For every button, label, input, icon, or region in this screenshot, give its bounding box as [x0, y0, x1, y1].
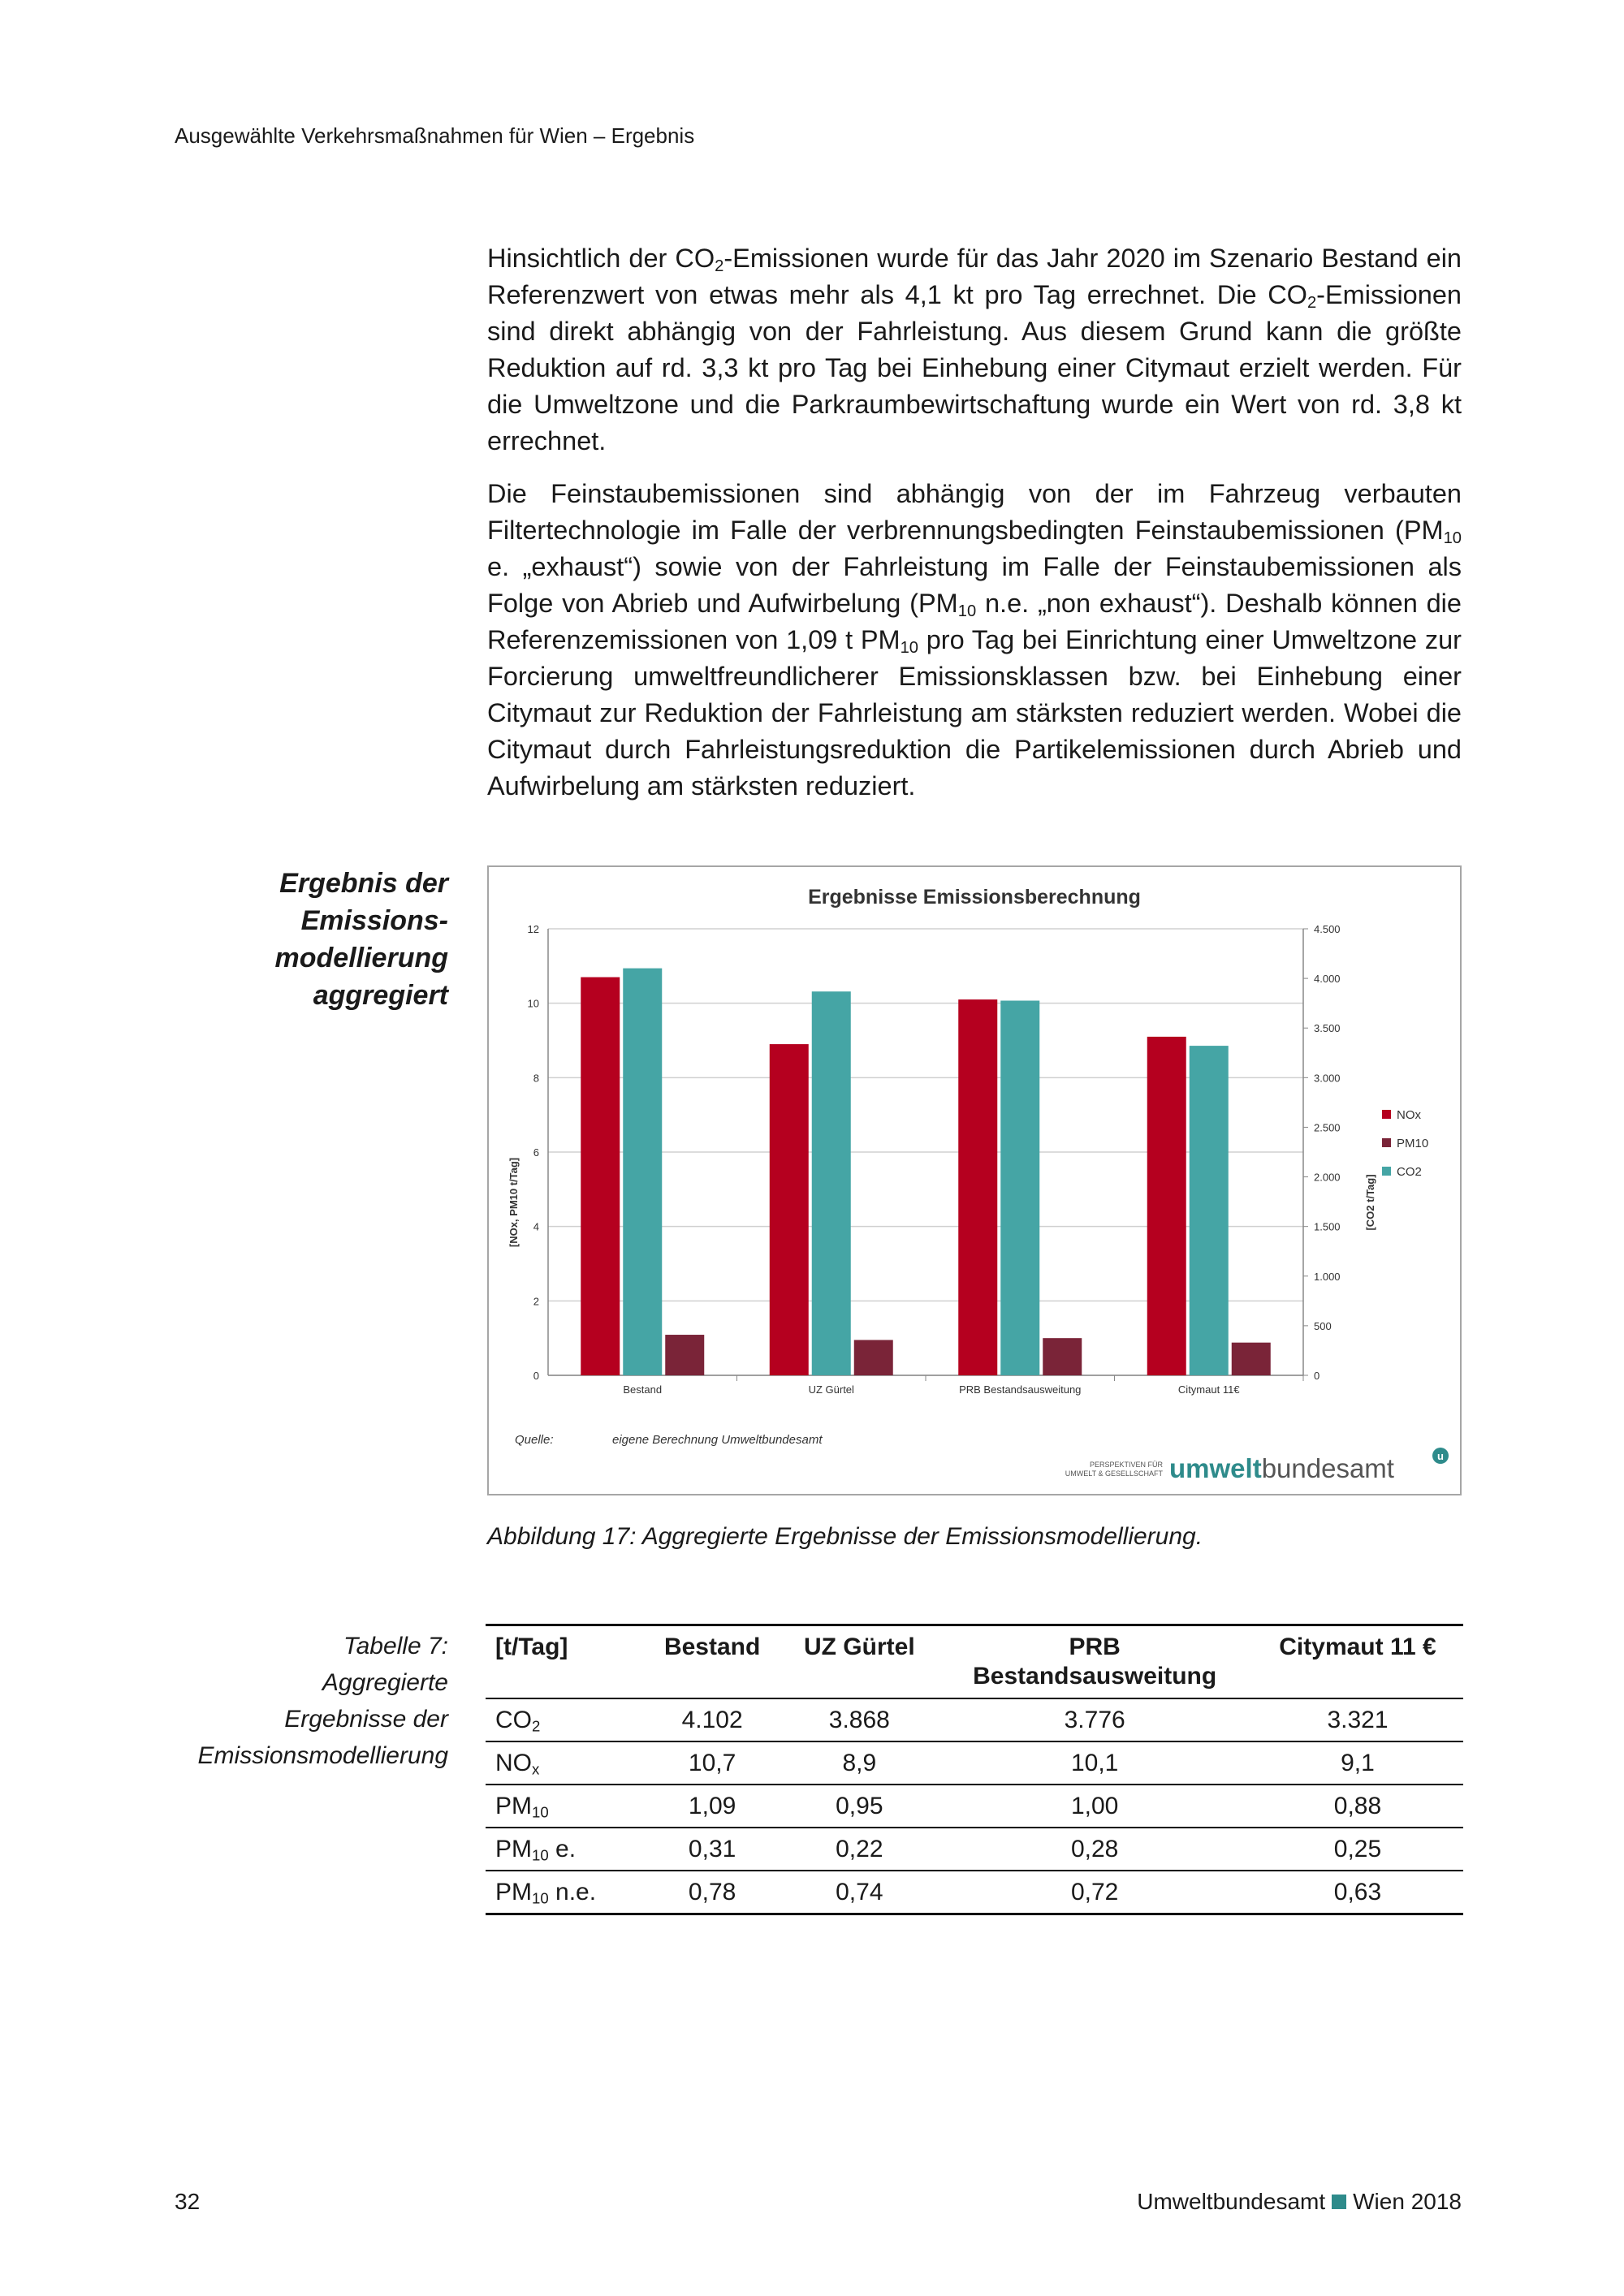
- y-tick-label: 4: [533, 1220, 539, 1233]
- table-row: [486, 1741, 1463, 1785]
- legend-swatch: [1382, 1167, 1391, 1176]
- body-text: [487, 240, 1462, 821]
- y2-tick-label: 2.500: [1314, 1121, 1341, 1134]
- row-label: $CO_2$: [486, 1698, 643, 1741]
- bar-pm10-0: [665, 1335, 704, 1375]
- bar-co2-2: [1000, 1000, 1039, 1375]
- y2-tick-label: 1.000: [1314, 1270, 1341, 1283]
- emissions-chart: [487, 865, 1462, 1495]
- table-cell: 0,72: [937, 1871, 1252, 1914]
- table-row: [486, 1785, 1463, 1828]
- legend-swatch: [1382, 1110, 1391, 1119]
- square-icon: [1332, 2195, 1346, 2209]
- results-table: [486, 1624, 1463, 1915]
- source-label: Quelle:: [515, 1433, 554, 1447]
- bar-nox-3: [1147, 1037, 1186, 1375]
- table-row: [486, 1828, 1463, 1871]
- y-tick-label: 2: [533, 1295, 539, 1308]
- figure-caption: Abbildung 17: Aggregierte Ergebnisse der Emissionsmodellierung.: [487, 1523, 1203, 1550]
- y2-tick-label: 3.500: [1314, 1022, 1341, 1035]
- legend-swatch: [1382, 1138, 1391, 1147]
- paragraph-pm10: Die Feinstaubemissionen sind abhängig von der im Fahrzeug verbauten Filtertechnologie im Falle der verbrennungsbedingten Feinstaubemissionen ($PM_{10}$ e. „exhaust“) sowie von der Fahrleistung im Falle der Feinstaubemissionen als Folge von Abrieb und Aufwirbelung ($PM_{10}$ n.e. „non exhaust“). Deshalb können die Referenzemissionen von 1,09 t $PM_{10}$ pro Tag bei Einrichtung einer Umweltzone zur Forcierung umweltfreundlicherer Emissionsklassen bzw. bei Einhebung einer Citymaut zur Reduktion der Fahrleistung am stärksten reduziert werden. Wobei die Citymaut durch Fahrleistungsreduktion die Partikelemissionen durch Abrieb und Aufwirbelung am stärksten reduziert.: [487, 479, 1462, 801]
- table-row: [486, 1698, 1463, 1741]
- header-prb: PRB Bestandsausweitung: [937, 1625, 1252, 1699]
- row-label: $NO_x$: [486, 1741, 643, 1785]
- table-cell: 0,22: [781, 1828, 937, 1871]
- y2-tick-label: 1.500: [1314, 1220, 1341, 1233]
- table-cell: 3.868: [781, 1698, 937, 1741]
- svg-text:u: u: [1437, 1450, 1444, 1462]
- table-cell: 4.102: [643, 1698, 781, 1741]
- page-number: 32: [175, 2189, 201, 2214]
- umweltbundesamt-logo: [1065, 1448, 1449, 1483]
- category-label: Citymaut 11€: [1177, 1383, 1240, 1396]
- table-cell: 0,78: [643, 1871, 781, 1914]
- table-cell: 9,1: [1252, 1741, 1463, 1785]
- chart-title: Ergebnisse Emissionsberechnung: [808, 886, 1141, 908]
- logo-tagline-1: PERSPEKTIVEN FÜR: [1089, 1461, 1163, 1469]
- y2-axis-label: [CO2 t/Tag]: [1364, 1174, 1376, 1231]
- running-header: Ausgewählte Verkehrsmaßnahmen für Wien – Ergebnis: [175, 123, 695, 148]
- table-cell: 3.776: [937, 1698, 1252, 1741]
- table-cell: 3.321: [1252, 1698, 1463, 1741]
- y-tick-label: 10: [527, 997, 539, 1010]
- header-citymaut: Citymaut 11 €: [1252, 1625, 1463, 1699]
- y2-tick-label: 4.500: [1314, 923, 1341, 935]
- bar-co2-1: [812, 991, 851, 1375]
- legend-label: NOx: [1397, 1108, 1421, 1122]
- chart-canvas: [489, 867, 1460, 1494]
- y-tick-label: 8: [533, 1072, 539, 1085]
- header-unit: [t/Tag]: [486, 1625, 643, 1699]
- chart-legend: [1382, 1108, 1428, 1179]
- category-label: PRB Bestandsausweitung: [959, 1383, 1082, 1396]
- y-axis-label: [NOx, PM10 t/Tag]: [508, 1157, 520, 1248]
- table-cell: 1,00: [937, 1785, 1252, 1828]
- table-cell: 10,7: [643, 1741, 781, 1785]
- category-label: Bestand: [623, 1383, 663, 1396]
- table-cell: 0,95: [781, 1785, 937, 1828]
- logo-tagline-2: UMWELT & GESELLSCHAFT: [1065, 1470, 1163, 1478]
- row-label: $PM_{10}$ n.e.: [486, 1871, 643, 1914]
- y2-tick-label: 2.000: [1314, 1171, 1341, 1184]
- y-tick-label: 6: [533, 1146, 539, 1159]
- table-cell: 0,31: [643, 1828, 781, 1871]
- paragraph-co2: Hinsichtlich der $CO_2$-Emissionen wurde für das Jahr 2020 im Szenario Bestand ein Referenzwert von etwas mehr als 4,1 kt pro Tag errechnet. Die $CO_2$-Emissionen sind direkt abhängig von der Fahrleistung. Aus diesem Grund kann die größte Reduktion auf rd. 3,3 kt pro Tag bei Einhebung einer Citymaut erzielt werden. Für die Umweltzone und die Parkraumbewirtschaftung wurde ein Wert von rd. 3,8 kt errechnet.: [487, 244, 1462, 455]
- y-tick-label: 0: [533, 1370, 539, 1382]
- bar-nox-1: [770, 1044, 809, 1375]
- header-bestand: Bestand: [643, 1625, 781, 1699]
- y2-tick-label: 4.000: [1314, 973, 1341, 986]
- footer-publisher: Umweltbundesamt Wien 2018: [1137, 2189, 1462, 2214]
- table-cell: 10,1: [937, 1741, 1252, 1785]
- header-uz-guertel: UZ Gürtel: [781, 1625, 937, 1699]
- bar-co2-3: [1190, 1046, 1229, 1375]
- bar-pm10-2: [1043, 1338, 1082, 1375]
- bar-pm10-1: [854, 1340, 893, 1375]
- row-label: $PM_{10}$ e.: [486, 1828, 643, 1871]
- y2-tick-label: 500: [1314, 1319, 1332, 1332]
- bar-pm10-3: [1232, 1343, 1271, 1375]
- table-header-row: [486, 1625, 1463, 1699]
- logo-wordmark: umweltbundesamt: [1169, 1453, 1394, 1483]
- legend-label: PM10: [1397, 1137, 1429, 1150]
- row-label: $PM_{10}$: [486, 1785, 643, 1828]
- table-cell: 0,28: [937, 1828, 1252, 1871]
- table-cell: 1,09: [643, 1785, 781, 1828]
- y-tick-label: 12: [527, 923, 539, 935]
- table-cell: 0,25: [1252, 1828, 1463, 1871]
- category-label: UZ Gürtel: [808, 1383, 854, 1396]
- legend-label: CO2: [1397, 1165, 1422, 1179]
- y2-tick-label: 0: [1314, 1370, 1320, 1382]
- margin-note-chart: Ergebnis der Emissions- modellierung aggregiert: [274, 868, 448, 1011]
- bar-nox-2: [958, 999, 997, 1375]
- table-cell: 0,88: [1252, 1785, 1463, 1828]
- table-cell: 8,9: [781, 1741, 937, 1785]
- source-text: eigene Berechnung Umweltbundesamt: [612, 1433, 823, 1447]
- y2-tick-label: 3.000: [1314, 1072, 1341, 1085]
- bar-nox-0: [581, 978, 620, 1375]
- table-row: [486, 1871, 1463, 1914]
- margin-note-table: Tabelle 7: Aggregierte Ergebnisse der Emissionsmodellierung: [197, 1633, 448, 1769]
- table-cell: 0,74: [781, 1871, 937, 1914]
- table-cell: 0,63: [1252, 1871, 1463, 1914]
- bar-co2-0: [623, 969, 662, 1375]
